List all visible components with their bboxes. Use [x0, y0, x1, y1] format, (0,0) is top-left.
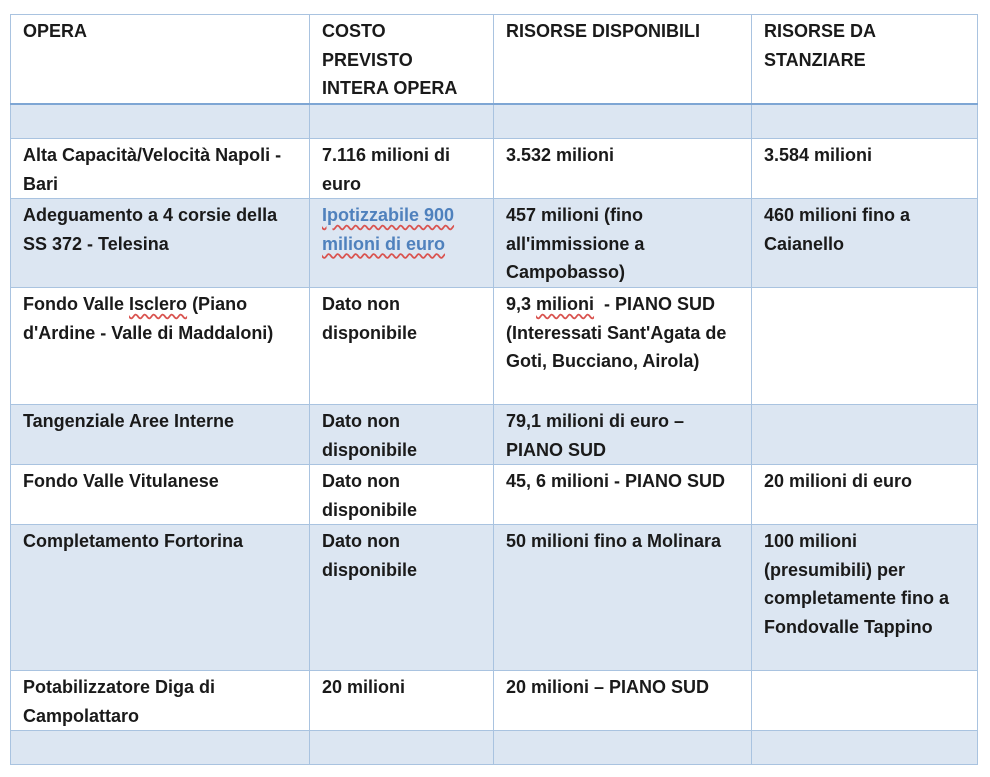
table-row — [11, 139, 978, 199]
cell-disponibili: 9,3 milioni - PIANO SUD (Interessati Sant'Agata de Goti, Bucciano, Airola) — [494, 288, 752, 405]
spellcheck-word: Isclero — [129, 294, 188, 314]
header-opera: OPERA — [11, 15, 310, 105]
cell-stanziare: 460 milioni fino a Caianello — [752, 199, 978, 288]
cell-costo: Dato non disponibile — [310, 465, 494, 525]
cell-disponibili: 457 milioni (fino all'immissione a Campobasso) — [494, 199, 752, 288]
cell-disponibili: 3.532 milioni — [494, 139, 752, 199]
cell-opera: Fondo Valle Vitulanese — [11, 465, 310, 525]
empty-row — [11, 731, 978, 765]
cell-disponibili: 20 milioni – PIANO SUD — [494, 671, 752, 731]
cell-opera: Alta Capacità/Velocità Napoli - Bari — [11, 139, 310, 199]
cell-opera: Potabilizzatore Diga di Campolattaro — [11, 671, 310, 731]
table-row — [11, 525, 978, 671]
cell-costo: 7.116 milioni di euro — [310, 139, 494, 199]
cell-disponibili: 79,1 milioni di euro – PIANO SUD — [494, 405, 752, 465]
cell-stanziare — [752, 671, 978, 731]
cell-costo: Dato non disponibile — [310, 525, 494, 671]
header-costo: COSTO PREVISTO INTERA OPERA — [310, 15, 494, 105]
table-row — [11, 405, 978, 465]
empty-row — [11, 104, 978, 139]
spellcheck-word: milioni — [536, 294, 595, 314]
cell-costo — [310, 199, 494, 288]
opere-table — [10, 14, 978, 765]
cell-opera: Fondo Valle Isclero (Piano d'Ardine - Valle di Maddaloni) — [11, 288, 310, 405]
table-row — [11, 671, 978, 731]
table-row — [11, 465, 978, 525]
cell-stanziare — [752, 405, 978, 465]
cell-costo: Dato non disponibile — [310, 288, 494, 405]
cell-stanziare: 20 milioni di euro — [752, 465, 978, 525]
cell-stanziare — [752, 288, 978, 405]
table-row — [11, 288, 978, 405]
header-risorse-disponibili: RISORSE DISPONIBILI — [494, 15, 752, 105]
cell-costo: 20 milioni — [310, 671, 494, 731]
cell-disponibili: 45, 6 milioni - PIANO SUD — [494, 465, 752, 525]
cell-stanziare: 3.584 milioni — [752, 139, 978, 199]
cell-opera: Adeguamento a 4 corsie della SS 372 - Telesina — [11, 199, 310, 288]
cell-stanziare: 100 milioni (presumibili) per completamente fino a Fondovalle Tappino — [752, 525, 978, 671]
table-row — [11, 199, 978, 288]
cell-costo: Dato non disponibile — [310, 405, 494, 465]
cell-opera: Tangenziale Aree Interne — [11, 405, 310, 465]
cell-opera: Completamento Fortorina — [11, 525, 310, 671]
header-risorse-da-stanziare: RISORSE DA STANZIARE — [752, 15, 978, 105]
costo-estimate-text: Ipotizzabile 900 milioni di euro — [322, 205, 455, 254]
table-header-row — [11, 15, 978, 105]
cell-disponibili: 50 milioni fino a Molinara — [494, 525, 752, 671]
